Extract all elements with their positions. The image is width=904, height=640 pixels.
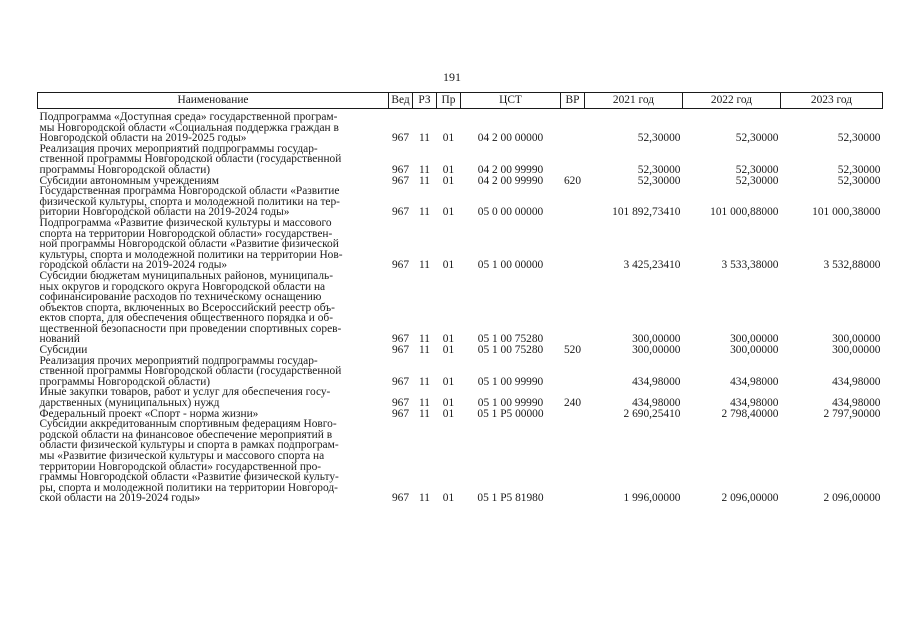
budget-table (37, 92, 883, 504)
row-ved: 967 (391, 163, 410, 176)
header-pr: Пр (437, 93, 461, 109)
row-name-line: Государственная программа Новгородской области «Развитие (39, 185, 340, 198)
row-name-line: ектов спорта, для обеспечения общественного порядка и об- (39, 312, 334, 325)
row-amount-2022: 52,30000 (735, 132, 779, 145)
row-rz: 11 (419, 407, 430, 420)
row-ved: 967 (391, 333, 410, 346)
table-row (38, 419, 883, 504)
row-name-line: объектов спорта, включенных во Всероссийский реестр объ- (39, 301, 335, 314)
table-row (38, 271, 883, 345)
page-number: 191 (443, 70, 461, 84)
row-pr: 01 (442, 375, 455, 388)
row-name-line: щественной безопасности при проведении спортивных сорев- (39, 322, 342, 335)
row-pr: 01 (442, 397, 455, 410)
row-ved: 967 (391, 174, 410, 187)
row-amount-2023: 52,30000 (837, 132, 881, 145)
row-pr: 01 (442, 163, 455, 176)
row-name-line: Подпрограмма «Развитие физической культуры и массового (39, 216, 332, 229)
row-cst: 05 0 00 00000 (477, 206, 544, 219)
row-amount-2023: 300,00000 (832, 344, 881, 357)
row-name-line: дарственных (муниципальных) нужд (39, 397, 220, 410)
row-name-line: Субсидии автономным учреждениям (39, 174, 219, 187)
row-amount-2023: 101 000,38000 (812, 206, 881, 219)
row-name (38, 218, 389, 271)
row-cst: 04 2 00 99990 (477, 174, 544, 187)
row-ved: 967 (391, 344, 410, 357)
header-year-2021: 2021 год (585, 93, 683, 109)
row-name-line: Субсидии аккредитованным спортивным федерациям Новго- (39, 418, 337, 431)
table-row (38, 356, 883, 388)
row-name-line: софинансирование расходов по техническому оснащению (39, 291, 322, 304)
table-row (38, 109, 883, 144)
table-header (38, 93, 883, 109)
row-amount-2022: 434,98000 (730, 397, 779, 410)
row-amount-2022: 434,98000 (730, 375, 779, 388)
row-name (38, 271, 389, 345)
row-amount-2023: 52,30000 (837, 163, 881, 176)
header-rz: РЗ (413, 93, 437, 109)
table-row (38, 387, 883, 408)
row-amount-2021: 3 425,23410 (623, 259, 681, 272)
row-amount-2022: 3 533,38000 (721, 259, 779, 272)
row-vr (561, 109, 585, 144)
row-cst: 04 2 00 99990 (477, 163, 544, 176)
row-cst: 05 1 Р5 00000 (477, 407, 544, 420)
row-name (38, 144, 389, 176)
row-ved: 967 (391, 206, 410, 219)
row-name-line: программы Новгородской области) (39, 375, 211, 388)
row-name-line: области физической культуры и спорта в рамках подпрограм- (39, 439, 339, 452)
row-vr (561, 409, 585, 420)
row-name (38, 356, 389, 388)
row-vr: 520 (563, 344, 582, 357)
row-cst: 05 1 00 99990 (477, 397, 544, 410)
header-ved: Вед (389, 93, 413, 109)
row-amount-2022: 101 000,88000 (710, 206, 779, 219)
row-name-line: Новгородской области на 2019-2025 годы» (39, 132, 247, 145)
row-amount-2023: 434,98000 (832, 375, 881, 388)
row-amount-2022: 2 096,00000 (721, 492, 779, 505)
table-row (38, 144, 883, 176)
row-name-line: программы Новгородской области) (39, 163, 211, 176)
row-name (38, 186, 389, 218)
row-ved: 967 (391, 492, 410, 505)
row-cst: 05 1 Р5 81980 (477, 492, 544, 505)
row-cst: 05 1 00 75280 (477, 344, 544, 357)
table-row (38, 186, 883, 218)
row-name-line: физической культуры, спорта и молодежной политики на тер- (39, 195, 340, 208)
row-name-line: нований (39, 333, 80, 346)
row-name-line: Реализация прочих мероприятий подпрограммы государ- (39, 354, 318, 367)
row-vr (561, 419, 585, 504)
row-amount-2021: 101 892,73410 (612, 206, 681, 219)
header-year-2022: 2022 год (683, 93, 781, 109)
row-name-line: родской области на финансовое обеспечение мероприятий в (39, 428, 333, 441)
row-ved: 967 (391, 407, 410, 420)
row-amount-2023: 434,98000 (832, 397, 881, 410)
row-cst: 05 1 00 75280 (477, 333, 544, 346)
row-rz: 11 (419, 397, 430, 410)
row-amount-2022: 2 798,40000 (721, 407, 779, 420)
row-name-line: спорта на территории Новгородской области» государствен- (39, 227, 333, 240)
row-amount-2022: 300,00000 (730, 333, 779, 346)
row-rz: 11 (419, 174, 430, 187)
row-amount-2021: 2 690,25410 (623, 407, 681, 420)
row-amount-2021: 52,30000 (637, 174, 681, 187)
row-amount-2021: 300,00000 (632, 344, 681, 357)
row-rz: 11 (419, 344, 430, 357)
row-vr (561, 356, 585, 388)
row-name-line: Федеральный проект «Спорт - норма жизни» (39, 407, 259, 420)
row-rz: 11 (419, 333, 430, 346)
row-name-line: Реализация прочих мероприятий подпрограммы государ- (39, 142, 318, 155)
row-amount-2023: 2 797,90000 (823, 407, 881, 420)
row-pr: 01 (442, 206, 455, 219)
row-name-line: Субсидии бюджетам муниципальных районов, муниципаль- (39, 269, 333, 282)
row-pr: 01 (442, 259, 455, 272)
row-name-line: Субсидии (39, 344, 88, 357)
row-name-line: ных округов и городского округа Новгородской области на (39, 280, 326, 293)
row-name-line: граммы Новгородской области «Развитие физической культу- (39, 471, 339, 484)
row-ved: 967 (391, 132, 410, 145)
header-row (38, 93, 883, 109)
row-name-line: ственной программы Новгородской области (государственной (39, 153, 342, 166)
row-cst: 04 2 00 00000 (477, 132, 544, 145)
row-name-line: Подпрограмма «Доступная среда» государственной програм- (39, 111, 338, 123)
row-rz: 11 (419, 206, 430, 219)
row-pr: 01 (442, 344, 455, 357)
row-name-line: Иные закупки товаров, работ и услуг для обеспечения госу- (39, 386, 331, 399)
row-amount-2021: 1 996,00000 (623, 492, 681, 505)
row-rz: 11 (419, 492, 430, 505)
row-vr: 240 (563, 397, 582, 410)
row-ved: 967 (391, 375, 410, 388)
row-vr (561, 144, 585, 176)
row-ved: 967 (391, 259, 410, 272)
row-name-line: ской области на 2019-2024 годы» (39, 492, 201, 505)
row-name (38, 109, 389, 144)
row-name-line: ры, спорта и молодежной политики на территории Новгород- (39, 481, 338, 494)
row-amount-2021: 52,30000 (637, 163, 681, 176)
row-name-line: мы «Развитие физической культуры и массового спорта на (39, 450, 325, 462)
row-vr (561, 186, 585, 218)
row-cst: 05 1 00 00000 (477, 259, 544, 272)
row-name-line: ной программы Новгородской области «Развитие физической (39, 238, 339, 251)
row-amount-2023: 2 096,00000 (823, 492, 881, 505)
row-amount-2023: 3 532,88000 (823, 259, 881, 272)
header-vr: ВР (561, 93, 585, 109)
row-amount-2021: 434,98000 (632, 375, 681, 388)
row-name-line: территории Новгородской области» государственной про- (39, 460, 322, 473)
header-year-2023: 2023 год (781, 93, 883, 109)
row-amount-2021: 52,30000 (637, 132, 681, 145)
row-name (38, 387, 389, 408)
table-body (38, 109, 883, 504)
row-rz: 11 (419, 375, 430, 388)
row-amount-2021: 300,00000 (632, 333, 681, 346)
row-amount-2022: 52,30000 (735, 163, 779, 176)
row-amount-2022: 52,30000 (735, 174, 779, 187)
row-vr (561, 271, 585, 345)
row-ved: 967 (391, 397, 410, 410)
row-pr: 01 (442, 492, 455, 505)
row-name-line: ственной программы Новгородской области (государственной (39, 365, 342, 378)
row-name-line: ритории Новгородской области на 2019-2024 годы» (39, 206, 290, 219)
table-row (38, 218, 883, 271)
row-name-line: мы Новгородской области «Социальная поддержка граждан в (39, 121, 339, 134)
row-amount-2022: 300,00000 (730, 344, 779, 357)
row-pr: 01 (442, 132, 455, 145)
row-vr (561, 218, 585, 271)
row-amount-2021: 434,98000 (632, 397, 681, 410)
row-amount-2023: 52,30000 (837, 174, 881, 187)
row-rz: 11 (419, 132, 430, 145)
row-name-line: культуры, спорта и молодежной политики на территории Нов- (39, 248, 343, 261)
row-cst: 05 1 00 99990 (477, 375, 544, 388)
row-pr: 01 (442, 174, 455, 187)
row-amount-2023: 300,00000 (832, 333, 881, 346)
header-cst: ЦСТ (461, 93, 561, 109)
row-pr: 01 (442, 407, 455, 420)
row-name (38, 419, 389, 504)
row-name-line: городской области на 2019-2024 годы» (39, 259, 228, 272)
row-rz: 11 (419, 163, 430, 176)
header-name: Наименование (38, 93, 389, 109)
row-rz: 11 (419, 259, 430, 272)
row-vr: 620 (563, 174, 582, 187)
row-pr: 01 (442, 333, 455, 346)
